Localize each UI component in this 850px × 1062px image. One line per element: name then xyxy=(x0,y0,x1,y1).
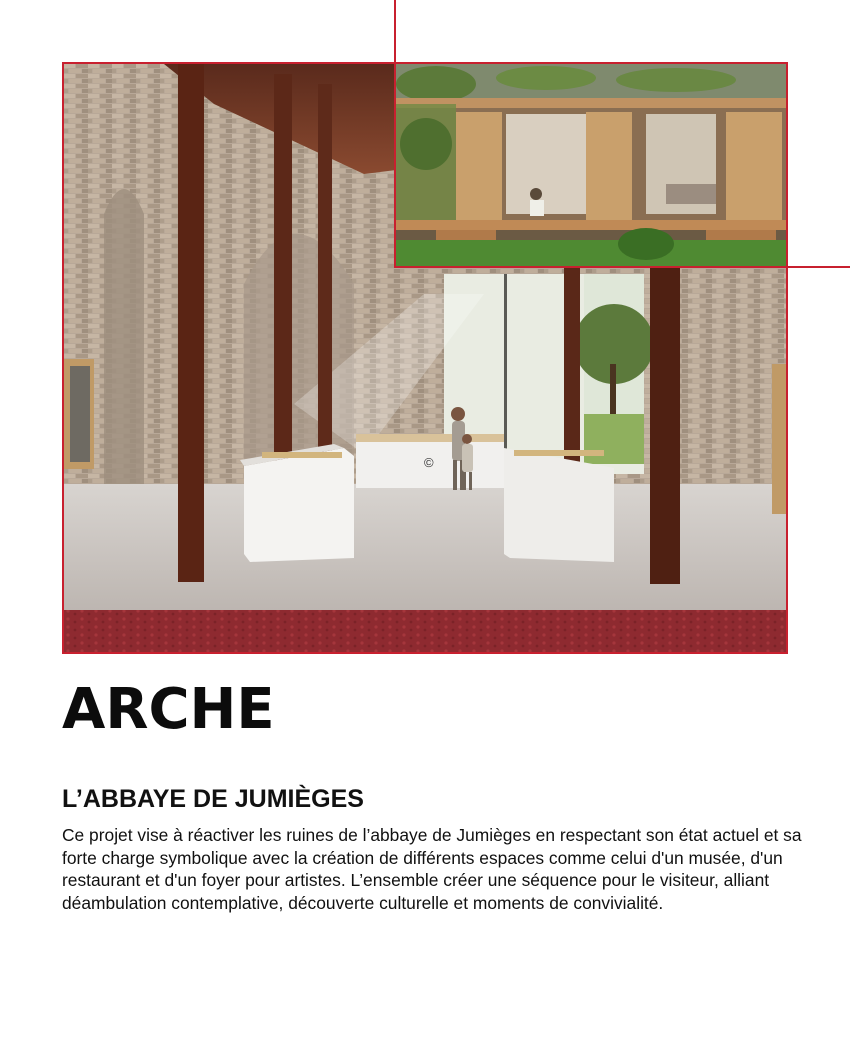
connector-line-top xyxy=(394,0,396,64)
project-description: Ce projet vise à réactiver les ruines de l’abbaye de Jumièges en respectant son état actuel et sa forte charge symbolique avec la création de différents espaces comme celui d'un musée, d'un restaurant et d'un foyer pour artistes. L’ensemble créer une séquence pour le visiteur, alliant déambulation contemplative, découverte culturelle et moments de convivialité. xyxy=(62,825,802,913)
connector-line-right xyxy=(786,266,850,268)
project-title: ARCHE xyxy=(62,677,275,742)
copyright-mark: © xyxy=(424,455,434,470)
artist-residence-render xyxy=(394,62,788,268)
residence-terrace-illustration xyxy=(396,64,786,266)
project-subtitle: L’ABBAYE DE JUMIÈGES xyxy=(62,785,364,813)
